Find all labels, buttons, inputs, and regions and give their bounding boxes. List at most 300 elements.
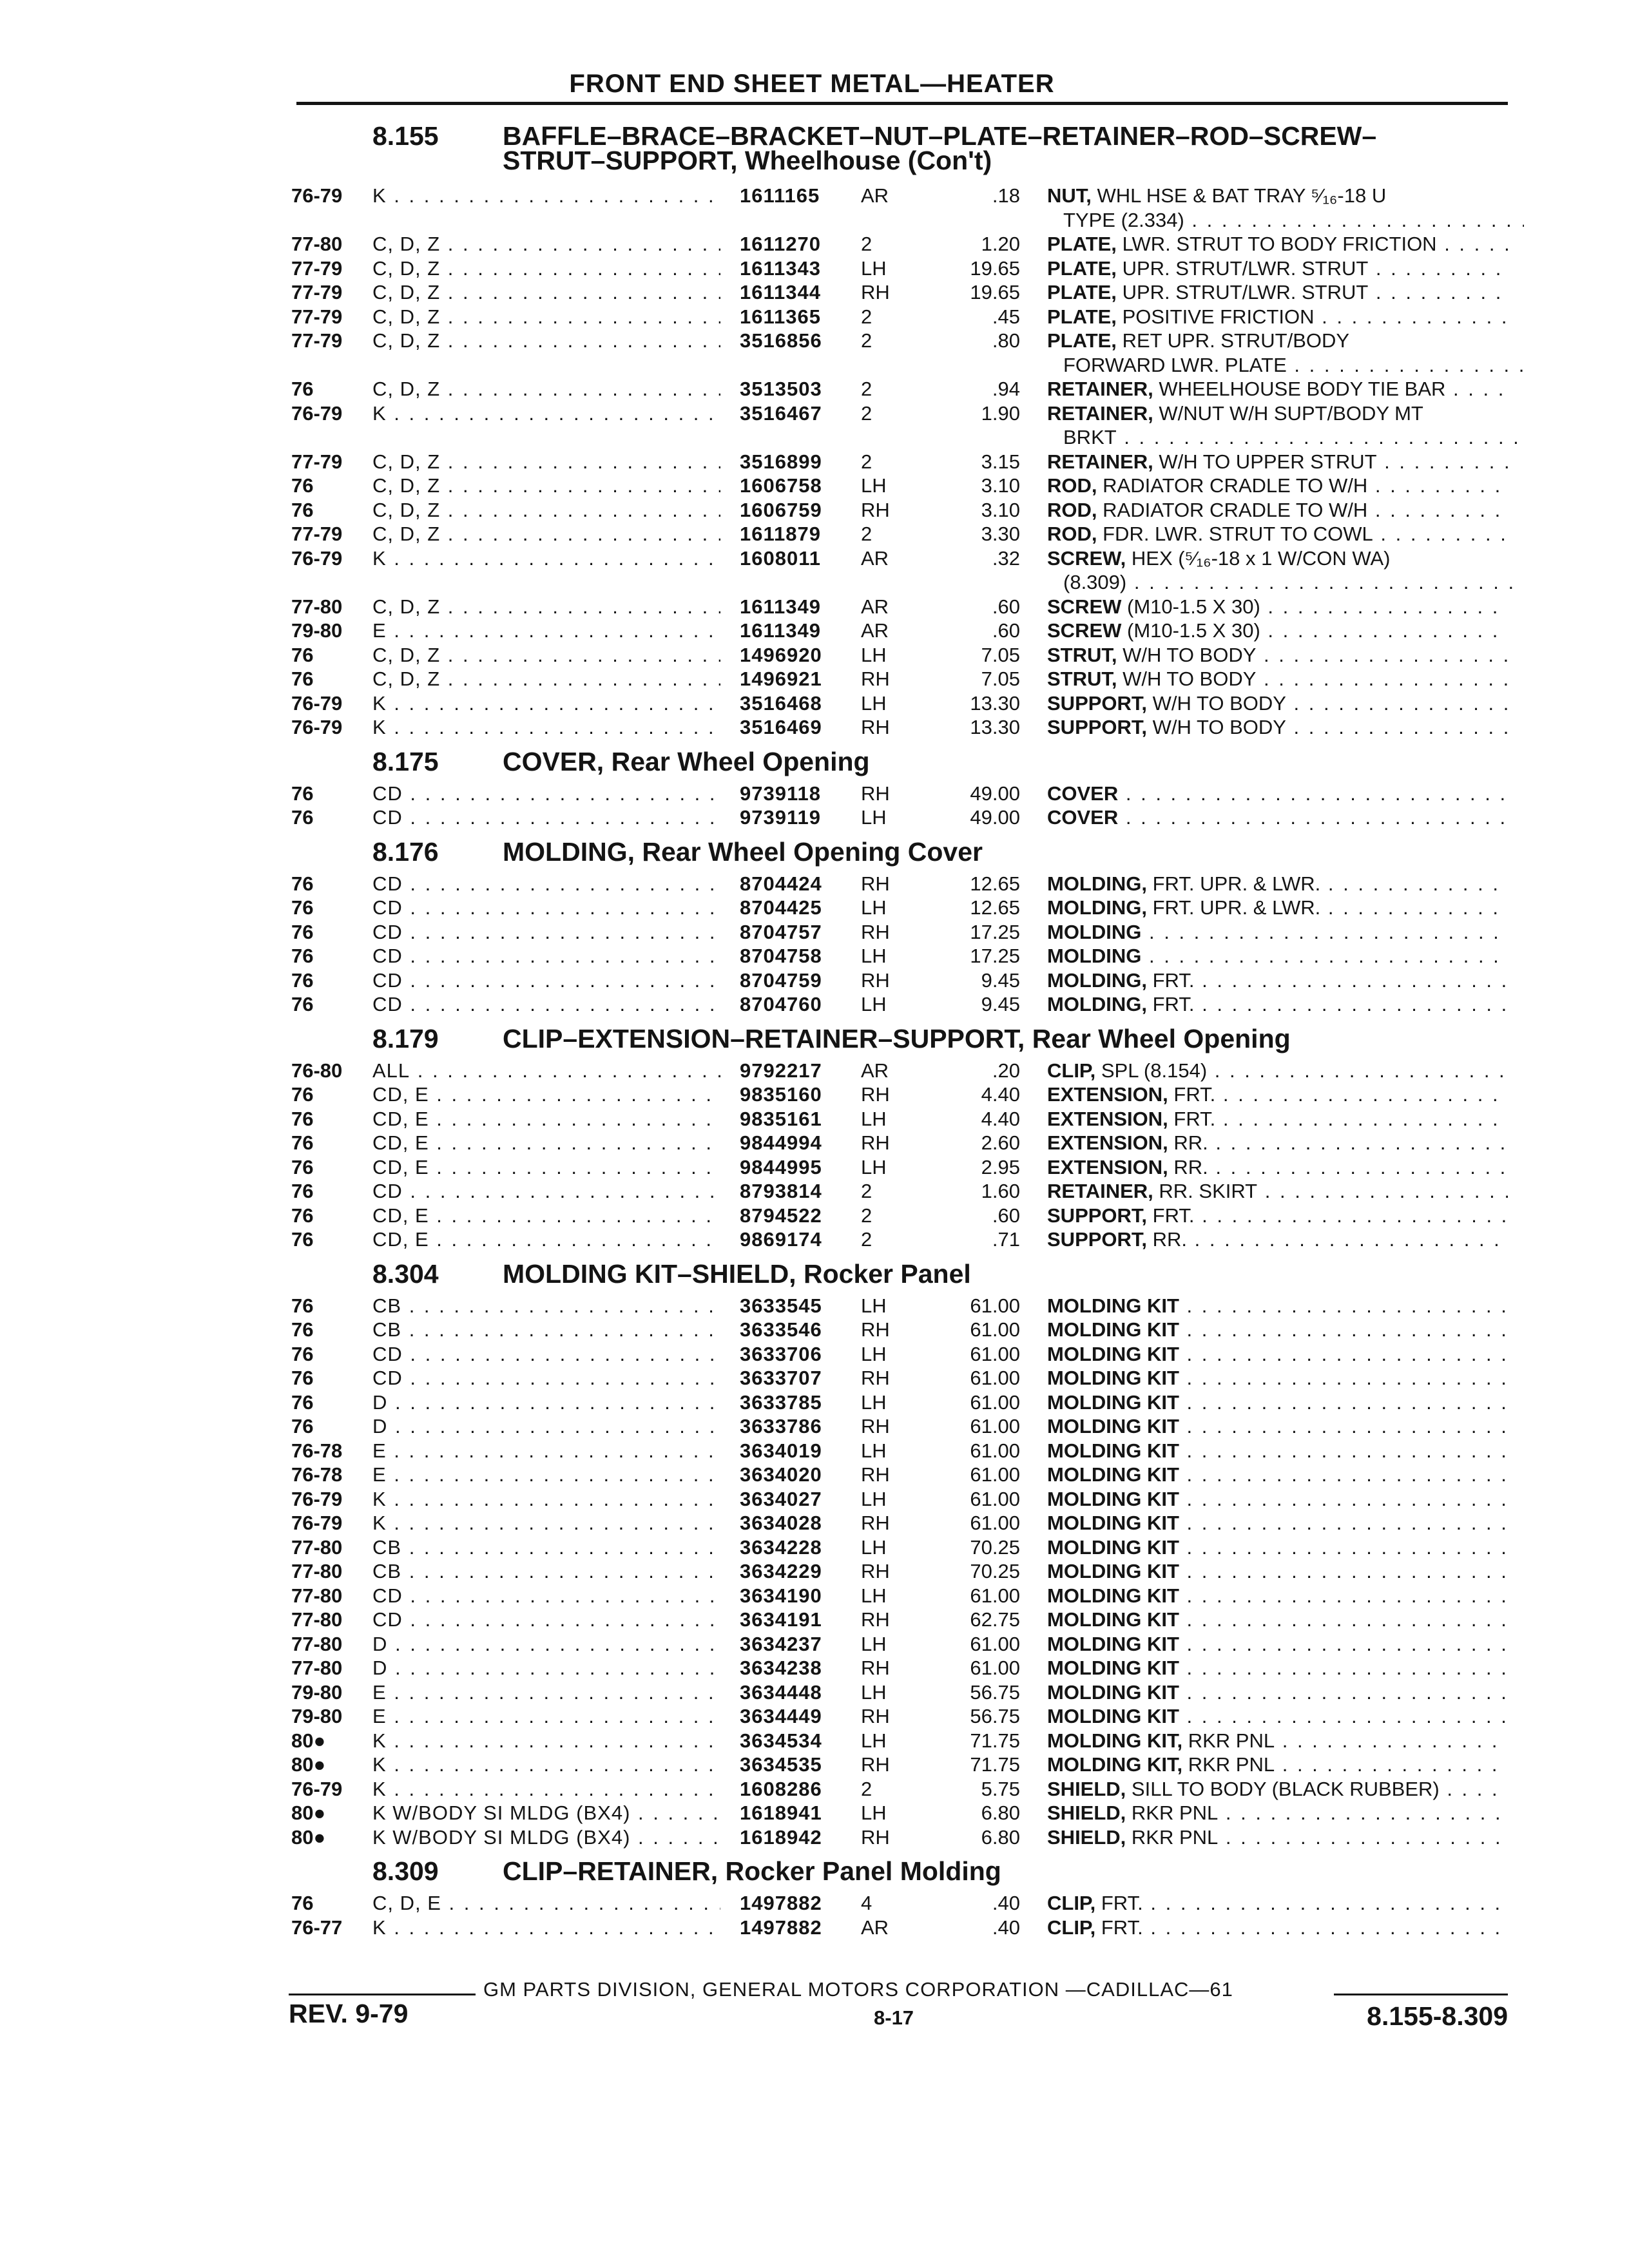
- row-part-name: SCREW: [1047, 619, 1122, 642]
- row-body-style: C, D, Z . . .: [372, 644, 720, 667]
- row-quantity: 2: [861, 329, 872, 352]
- row-years: 76-79: [291, 1487, 343, 1510]
- row-part-detail: FRT. UPR. & LWR.: [1152, 896, 1321, 919]
- row-description: [1047, 281, 1508, 304]
- row-body-style: C, D, E . . .: [372, 1892, 720, 1915]
- row-quantity: 2: [861, 1180, 872, 1202]
- row-description: [1047, 1608, 1508, 1631]
- row-part-name: MOLDING KIT: [1047, 1584, 1179, 1607]
- row-price: 12.65: [970, 872, 1020, 895]
- row-years: 76: [291, 1390, 314, 1414]
- row-years: 76: [291, 920, 314, 943]
- row-description: [1047, 1729, 1508, 1753]
- row-part-name: NUT,: [1047, 184, 1092, 207]
- row-part-name: EXTENSION,: [1047, 1083, 1168, 1106]
- row-part-detail: FRT.: [1152, 993, 1195, 1015]
- section-title-line2-bold: STRUT–SUPPORT,: [503, 146, 738, 175]
- row-part-name: RETAINER,: [1047, 378, 1153, 400]
- section-title: [503, 1259, 971, 1289]
- row-part-name: MOLDING KIT,: [1047, 1753, 1183, 1776]
- row-description: [1047, 872, 1508, 896]
- row-part-name: SHIELD,: [1047, 1825, 1126, 1849]
- row-years: 76: [291, 643, 314, 666]
- row-part-detail: FRT.: [1101, 1892, 1143, 1914]
- row-years: 76: [291, 1180, 314, 1202]
- row-quantity: 2: [861, 450, 872, 473]
- row-part-number: 3634229: [740, 1560, 822, 1582]
- row-years: 77-79: [291, 256, 343, 280]
- table-row: [0, 1892, 1629, 1916]
- row-quantity: LH: [861, 993, 887, 1015]
- row-quantity: LH: [861, 1342, 887, 1365]
- row-price: 3.10: [981, 498, 1020, 521]
- row-part-name: MOLDING KIT,: [1047, 1729, 1183, 1752]
- row-part-detail: LWR. STRUT TO BODY FRICTION: [1122, 233, 1437, 255]
- row-body-style: CD . . .: [372, 1584, 720, 1608]
- row-quantity: LH: [861, 691, 887, 715]
- table-row: [0, 1059, 1629, 1083]
- table-row: [0, 329, 1629, 353]
- table-row: [0, 1318, 1629, 1342]
- row-years: 79-80: [291, 1680, 343, 1704]
- row-description: [1047, 945, 1508, 968]
- row-part-name: EXTENSION,: [1047, 1155, 1168, 1178]
- row-years: 76: [291, 1342, 314, 1365]
- row-description: [1047, 806, 1508, 829]
- row-years: 77-79: [291, 281, 343, 303]
- row-part-number: 3516468: [740, 691, 822, 715]
- row-price: .80: [992, 329, 1020, 352]
- row-part-number: 1611879: [740, 523, 821, 545]
- section-title-sub: Rocker Panel Molding: [725, 1856, 1001, 1886]
- row-part-detail: WHEELHOUSE BODY TIE BAR: [1159, 378, 1446, 400]
- row-body-style: CD, E . . .: [372, 1083, 720, 1106]
- row-part-number: 1611270: [740, 233, 821, 255]
- row-years: 76: [291, 1155, 314, 1178]
- row-years: 77-79: [291, 523, 343, 545]
- table-row: [0, 1083, 1629, 1107]
- row-years: 76: [291, 806, 314, 829]
- row-years: 77-80: [291, 1632, 343, 1655]
- row-description: [1047, 1705, 1508, 1728]
- row-description: [1047, 1180, 1508, 1203]
- row-years: 77-80: [291, 1657, 343, 1679]
- table-row-continuation: [0, 209, 1629, 233]
- section-title: [503, 747, 870, 777]
- table-row: [0, 257, 1629, 281]
- row-part-detail: RR.: [1173, 1155, 1208, 1178]
- table-row: [0, 1343, 1629, 1367]
- row-years: 76-78: [291, 1463, 343, 1486]
- row-part-detail: FRT.: [1152, 968, 1195, 992]
- row-description: [1047, 1826, 1508, 1849]
- row-price: 61.00: [970, 1487, 1020, 1510]
- row-part-number: 3634448: [740, 1680, 822, 1704]
- row-part-number: 8704757: [740, 920, 822, 943]
- row-description: [1047, 1059, 1508, 1082]
- row-part-name: SUPPORT,: [1047, 1228, 1148, 1251]
- row-body-style: K . . .: [372, 1488, 720, 1511]
- row-price: 17.25: [970, 945, 1020, 967]
- table-row: [0, 1560, 1629, 1584]
- row-quantity: LH: [861, 1487, 887, 1510]
- row-part-name: MOLDING KIT: [1047, 1342, 1179, 1365]
- row-years: 76-79: [291, 1777, 343, 1800]
- row-part-number: 3634238: [740, 1657, 822, 1679]
- row-price: 49.00: [970, 782, 1020, 805]
- row-body-style: C, D, Z . . .: [372, 305, 720, 329]
- row-price: 1.60: [981, 1180, 1020, 1202]
- row-body-style: C, D, Z . . .: [372, 378, 720, 401]
- section-title-bold: BAFFLE–BRACE–BRACKET–NUT–PLATE–RETAINER–ROD–SCREW–: [503, 121, 1377, 151]
- row-quantity: RH: [861, 1415, 890, 1437]
- row-part-name: MOLDING KIT: [1047, 1535, 1179, 1559]
- row-part-name: SHIELD,: [1047, 1802, 1126, 1824]
- row-description: [1047, 1778, 1508, 1801]
- row-description: [1047, 499, 1508, 522]
- table-row: [0, 1512, 1629, 1535]
- row-body-style: K . . .: [372, 1512, 720, 1535]
- row-body-style: E . . .: [372, 1705, 720, 1728]
- row-part-detail: RKR PNL: [1188, 1753, 1275, 1776]
- row-years: 80●: [291, 1825, 326, 1849]
- table-row: [0, 474, 1629, 498]
- row-price: 6.80: [981, 1802, 1020, 1824]
- row-part-number: 1611349: [740, 595, 821, 618]
- row-part-name: SUPPORT,: [1047, 1204, 1148, 1227]
- row-part-number: 1618942: [740, 1825, 822, 1849]
- row-part-detail: (M10-1.5 X 30): [1127, 619, 1260, 642]
- row-part-detail: FRT.: [1173, 1107, 1216, 1130]
- row-description: [1047, 329, 1508, 352]
- section-title: [503, 837, 983, 867]
- row-years: 76: [291, 968, 314, 992]
- row-quantity: LH: [861, 1439, 887, 1462]
- row-part-name: MOLDING,: [1047, 896, 1147, 919]
- row-body-style: CB . . .: [372, 1294, 720, 1318]
- row-part-number: 1611343: [740, 256, 821, 280]
- row-part-detail: W/H TO BODY: [1123, 668, 1257, 690]
- row-part-number: 3633786: [740, 1415, 822, 1437]
- page-title: FRONT END SHEET METAL—HEATER: [569, 70, 1055, 98]
- row-price: 49.00: [970, 806, 1020, 829]
- row-part-name: MOLDING KIT: [1047, 1439, 1179, 1462]
- row-part-name: PLATE,: [1047, 281, 1117, 303]
- row-quantity: RH: [861, 716, 890, 738]
- row-price: 62.75: [970, 1608, 1020, 1631]
- row-body-style: K . . .: [372, 716, 720, 739]
- row-price: 6.80: [981, 1825, 1020, 1849]
- row-body-style: E . . .: [372, 1463, 720, 1486]
- row-description: [1047, 1892, 1508, 1915]
- row-part-detail: (M10-1.5 X 30): [1127, 595, 1260, 618]
- table-row: [0, 1729, 1629, 1753]
- row-part-number: 1611344: [740, 281, 821, 303]
- row-part-detail: UPR. STRUT/LWR. STRUT: [1122, 281, 1369, 303]
- section-number: 8.155: [372, 121, 439, 151]
- section-title-bold: COVER,: [503, 746, 604, 776]
- row-quantity: LH: [861, 1632, 887, 1655]
- row-part-number: 9739118: [740, 782, 821, 805]
- row-quantity: LH: [861, 1390, 887, 1414]
- row-body-style: K W/BODY SI MLDG (BX4) . . .: [372, 1802, 720, 1825]
- section-number: 8.176: [372, 836, 439, 867]
- row-body-style: CB . . .: [372, 1536, 720, 1559]
- row-years: 76-79: [291, 691, 343, 715]
- row-quantity: 2: [861, 233, 872, 255]
- row-part-number: 3516856: [740, 329, 822, 352]
- row-description: [1047, 1439, 1508, 1463]
- row-description: [1047, 619, 1508, 642]
- row-price: 2.95: [981, 1155, 1020, 1178]
- row-years: 76: [291, 498, 314, 521]
- section-number: 8.304: [372, 1258, 439, 1289]
- row-description: [1047, 523, 1508, 546]
- row-price: 61.00: [970, 1318, 1020, 1341]
- row-part-detail: W/H TO BODY: [1123, 643, 1257, 666]
- row-body-style: D . . .: [372, 1633, 720, 1656]
- table-row: [0, 523, 1629, 546]
- table-row: [0, 402, 1629, 426]
- row-part-name: MOLDING,: [1047, 993, 1147, 1015]
- table-row: [0, 1228, 1629, 1252]
- row-part-detail: W/H TO BODY: [1152, 691, 1286, 715]
- row-price: 3.15: [981, 450, 1020, 473]
- table-row: [0, 1802, 1629, 1825]
- row-quantity: LH: [861, 256, 887, 280]
- row-part-detail: RADIATOR CRADLE TO W/H: [1103, 474, 1368, 497]
- row-quantity: RH: [861, 281, 890, 303]
- section-title-sub: Rocker Panel: [803, 1258, 971, 1289]
- row-body-style: CD, E . . .: [372, 1108, 720, 1131]
- row-description: [1047, 1536, 1508, 1559]
- row-description: [1047, 969, 1508, 992]
- row-quantity: RH: [861, 1083, 890, 1106]
- row-years: 77-80: [291, 595, 343, 618]
- table-row: [0, 1778, 1629, 1802]
- row-part-number: 3516467: [740, 401, 822, 425]
- row-years: 76: [291, 1415, 314, 1437]
- row-years: 76: [291, 1318, 314, 1341]
- row-description: [1047, 1367, 1508, 1390]
- row-price: 4.40: [981, 1083, 1020, 1106]
- row-part-detail: HEX (⁵⁄₁₆-18 x 1 W/CON WA): [1131, 546, 1391, 570]
- table-row: [0, 305, 1629, 329]
- row-part-number: 9844994: [740, 1131, 822, 1154]
- row-price: 12.65: [970, 896, 1020, 919]
- row-price: 61.00: [970, 1367, 1020, 1389]
- table-row: [0, 1294, 1629, 1318]
- row-body-style: CD, E . . .: [372, 1228, 720, 1251]
- row-part-name: EXTENSION,: [1047, 1131, 1168, 1154]
- row-part-number: 3634019: [740, 1439, 822, 1462]
- row-body-style: C, D, Z . . .: [372, 281, 720, 304]
- row-part-number: 3513503: [740, 378, 822, 400]
- row-quantity: LH: [861, 1535, 887, 1559]
- row-description: [1047, 184, 1508, 207]
- row-description-continued: BRKT . . .: [1063, 426, 1524, 449]
- row-quantity: RH: [861, 1753, 890, 1776]
- table-row: [0, 969, 1629, 993]
- footer-rule-left: [289, 1994, 476, 1995]
- row-part-number: 3633545: [740, 1294, 822, 1317]
- table-row: [0, 644, 1629, 668]
- footer-division: GM PARTS DIVISION, GENERAL MOTORS CORPORATION —CADILLAC—61: [483, 1978, 1233, 2001]
- row-part-name: MOLDING KIT: [1047, 1705, 1179, 1727]
- table-row: [0, 1536, 1629, 1560]
- row-part-name: SUPPORT,: [1047, 716, 1148, 738]
- row-part-name: MOLDING KIT: [1047, 1294, 1179, 1317]
- row-body-style: C, D, Z . . .: [372, 233, 720, 256]
- row-part-name: SCREW: [1047, 595, 1122, 618]
- row-part-number: 1611365: [740, 305, 821, 328]
- row-years: 76-79: [291, 1512, 343, 1534]
- row-price: 61.00: [970, 1342, 1020, 1365]
- row-quantity: LH: [861, 806, 887, 829]
- row-body-style: CD, E . . .: [372, 1156, 720, 1179]
- table-row: [0, 1705, 1629, 1729]
- row-part-number: 3634191: [740, 1608, 822, 1631]
- row-body-style: CD . . .: [372, 872, 720, 896]
- row-body-style: C, D, Z . . .: [372, 329, 720, 352]
- table-row-continuation: [0, 354, 1629, 378]
- row-quantity: RH: [861, 782, 890, 805]
- row-part-detail: UPR. STRUT/LWR. STRUT: [1122, 256, 1369, 280]
- row-part-name: CLIP,: [1047, 1892, 1096, 1914]
- row-description: [1047, 1391, 1508, 1414]
- row-part-detail: RR. SKIRT: [1159, 1180, 1258, 1202]
- row-part-name: MOLDING KIT: [1047, 1512, 1179, 1534]
- row-part-number: 9869174: [740, 1228, 822, 1251]
- row-part-number: 8794522: [740, 1204, 822, 1227]
- section-title-line2-sub: Wheelhouse: [744, 146, 901, 175]
- section-title: [503, 1024, 1291, 1054]
- row-quantity: RH: [861, 668, 890, 690]
- row-description: [1047, 1916, 1508, 1939]
- row-part-number: 8704758: [740, 945, 822, 967]
- row-years: 76: [291, 1367, 314, 1389]
- table-row: [0, 1657, 1629, 1680]
- row-price: 7.05: [981, 668, 1020, 690]
- row-quantity: RH: [861, 920, 890, 943]
- table-row: [0, 1681, 1629, 1705]
- row-part-number: 1497882: [740, 1892, 822, 1914]
- revision-date: REV. 9-79: [289, 1999, 409, 2028]
- page-number: 8-17: [874, 2006, 914, 2029]
- table-row: [0, 668, 1629, 691]
- row-years: 76: [291, 782, 314, 805]
- row-part-number: 8793814: [740, 1180, 822, 1202]
- row-part-number: 8704759: [740, 968, 822, 992]
- table-row: [0, 1204, 1629, 1228]
- row-description: [1047, 921, 1508, 944]
- section-title: [503, 1856, 1001, 1887]
- row-description: [1047, 1108, 1508, 1131]
- row-part-detail: W/H TO UPPER STRUT: [1159, 450, 1377, 473]
- row-body-style: K . . .: [372, 184, 720, 207]
- row-part-detail: WHL HSE & BAT TRAY ⁵⁄₁₆-18 U: [1097, 184, 1387, 207]
- row-years: 77-80: [291, 233, 343, 255]
- row-description: [1047, 896, 1508, 919]
- row-quantity: LH: [861, 896, 887, 919]
- row-price: .40: [992, 1916, 1020, 1939]
- row-years: 76: [291, 896, 314, 919]
- table-row: [0, 1463, 1629, 1487]
- row-part-detail: FDR. LWR. STRUT TO COWL: [1103, 523, 1373, 545]
- row-body-style: CB . . .: [372, 1560, 720, 1583]
- row-description: [1047, 668, 1508, 691]
- table-row: [0, 806, 1629, 830]
- row-body-style: D . . .: [372, 1391, 720, 1414]
- row-years: 79-80: [291, 1705, 343, 1727]
- row-years: 76: [291, 945, 314, 967]
- row-price: .40: [992, 1892, 1020, 1914]
- title-rule: [296, 102, 1508, 105]
- row-price: .60: [992, 595, 1020, 618]
- row-part-name: PLATE,: [1047, 329, 1117, 352]
- row-body-style: K . . .: [372, 1753, 720, 1776]
- section-title-sub: Rear Wheel Opening Cover: [642, 836, 983, 867]
- row-quantity: LH: [861, 1802, 887, 1824]
- row-body-style: E . . .: [372, 1681, 720, 1704]
- row-price: 56.75: [970, 1705, 1020, 1727]
- row-years: 77-80: [291, 1584, 343, 1607]
- row-years: 79-80: [291, 619, 343, 642]
- row-price: 7.05: [981, 643, 1020, 666]
- row-body-style: ALL . . .: [372, 1059, 720, 1082]
- row-years: 80●: [291, 1802, 326, 1824]
- row-years: 80●: [291, 1729, 326, 1752]
- row-part-name: RETAINER,: [1047, 1180, 1153, 1202]
- row-part-name: MOLDING,: [1047, 872, 1147, 895]
- row-part-name: STRUT,: [1047, 643, 1117, 666]
- row-years: 80●: [291, 1753, 326, 1776]
- row-price: 61.00: [970, 1632, 1020, 1655]
- row-quantity: 2: [861, 523, 872, 545]
- table-row: [0, 619, 1629, 643]
- row-quantity: LH: [861, 1155, 887, 1178]
- row-body-style: K . . .: [372, 547, 720, 570]
- row-quantity: RH: [861, 1463, 890, 1486]
- row-part-number: 3634237: [740, 1632, 822, 1655]
- row-part-number: 1497882: [740, 1916, 822, 1939]
- row-price: .94: [992, 378, 1020, 400]
- row-price: 61.00: [970, 1657, 1020, 1679]
- row-part-name: MOLDING KIT: [1047, 1390, 1179, 1414]
- row-part-detail: FRT. UPR. & LWR.: [1152, 872, 1321, 895]
- row-body-style: C, D, Z . . .: [372, 668, 720, 691]
- table-row: [0, 872, 1629, 896]
- row-body-style: CD . . .: [372, 806, 720, 829]
- row-part-detail: RKR PNL: [1188, 1729, 1275, 1752]
- row-quantity: LH: [861, 1107, 887, 1130]
- row-part-detail: POSITIVE FRICTION: [1122, 305, 1315, 328]
- row-quantity: LH: [861, 1729, 887, 1752]
- row-part-detail: W/NUT W/H SUPT/BODY MT: [1159, 401, 1423, 425]
- section-title-line2-tail: (Con't): [907, 146, 992, 175]
- row-part-detail: RKR PNL: [1131, 1825, 1219, 1849]
- row-quantity: 4: [861, 1892, 872, 1914]
- row-part-number: 9739119: [740, 806, 821, 829]
- row-part-number: 1618941: [740, 1802, 822, 1824]
- row-years: 76: [291, 993, 314, 1015]
- row-part-number: 9844995: [740, 1155, 822, 1178]
- row-description: [1047, 1083, 1508, 1106]
- row-part-detail: FRT.: [1152, 1204, 1195, 1227]
- row-part-name: MOLDING KIT: [1047, 1487, 1179, 1510]
- row-body-style: C, D, Z . . .: [372, 257, 720, 280]
- row-quantity: RH: [861, 1318, 890, 1341]
